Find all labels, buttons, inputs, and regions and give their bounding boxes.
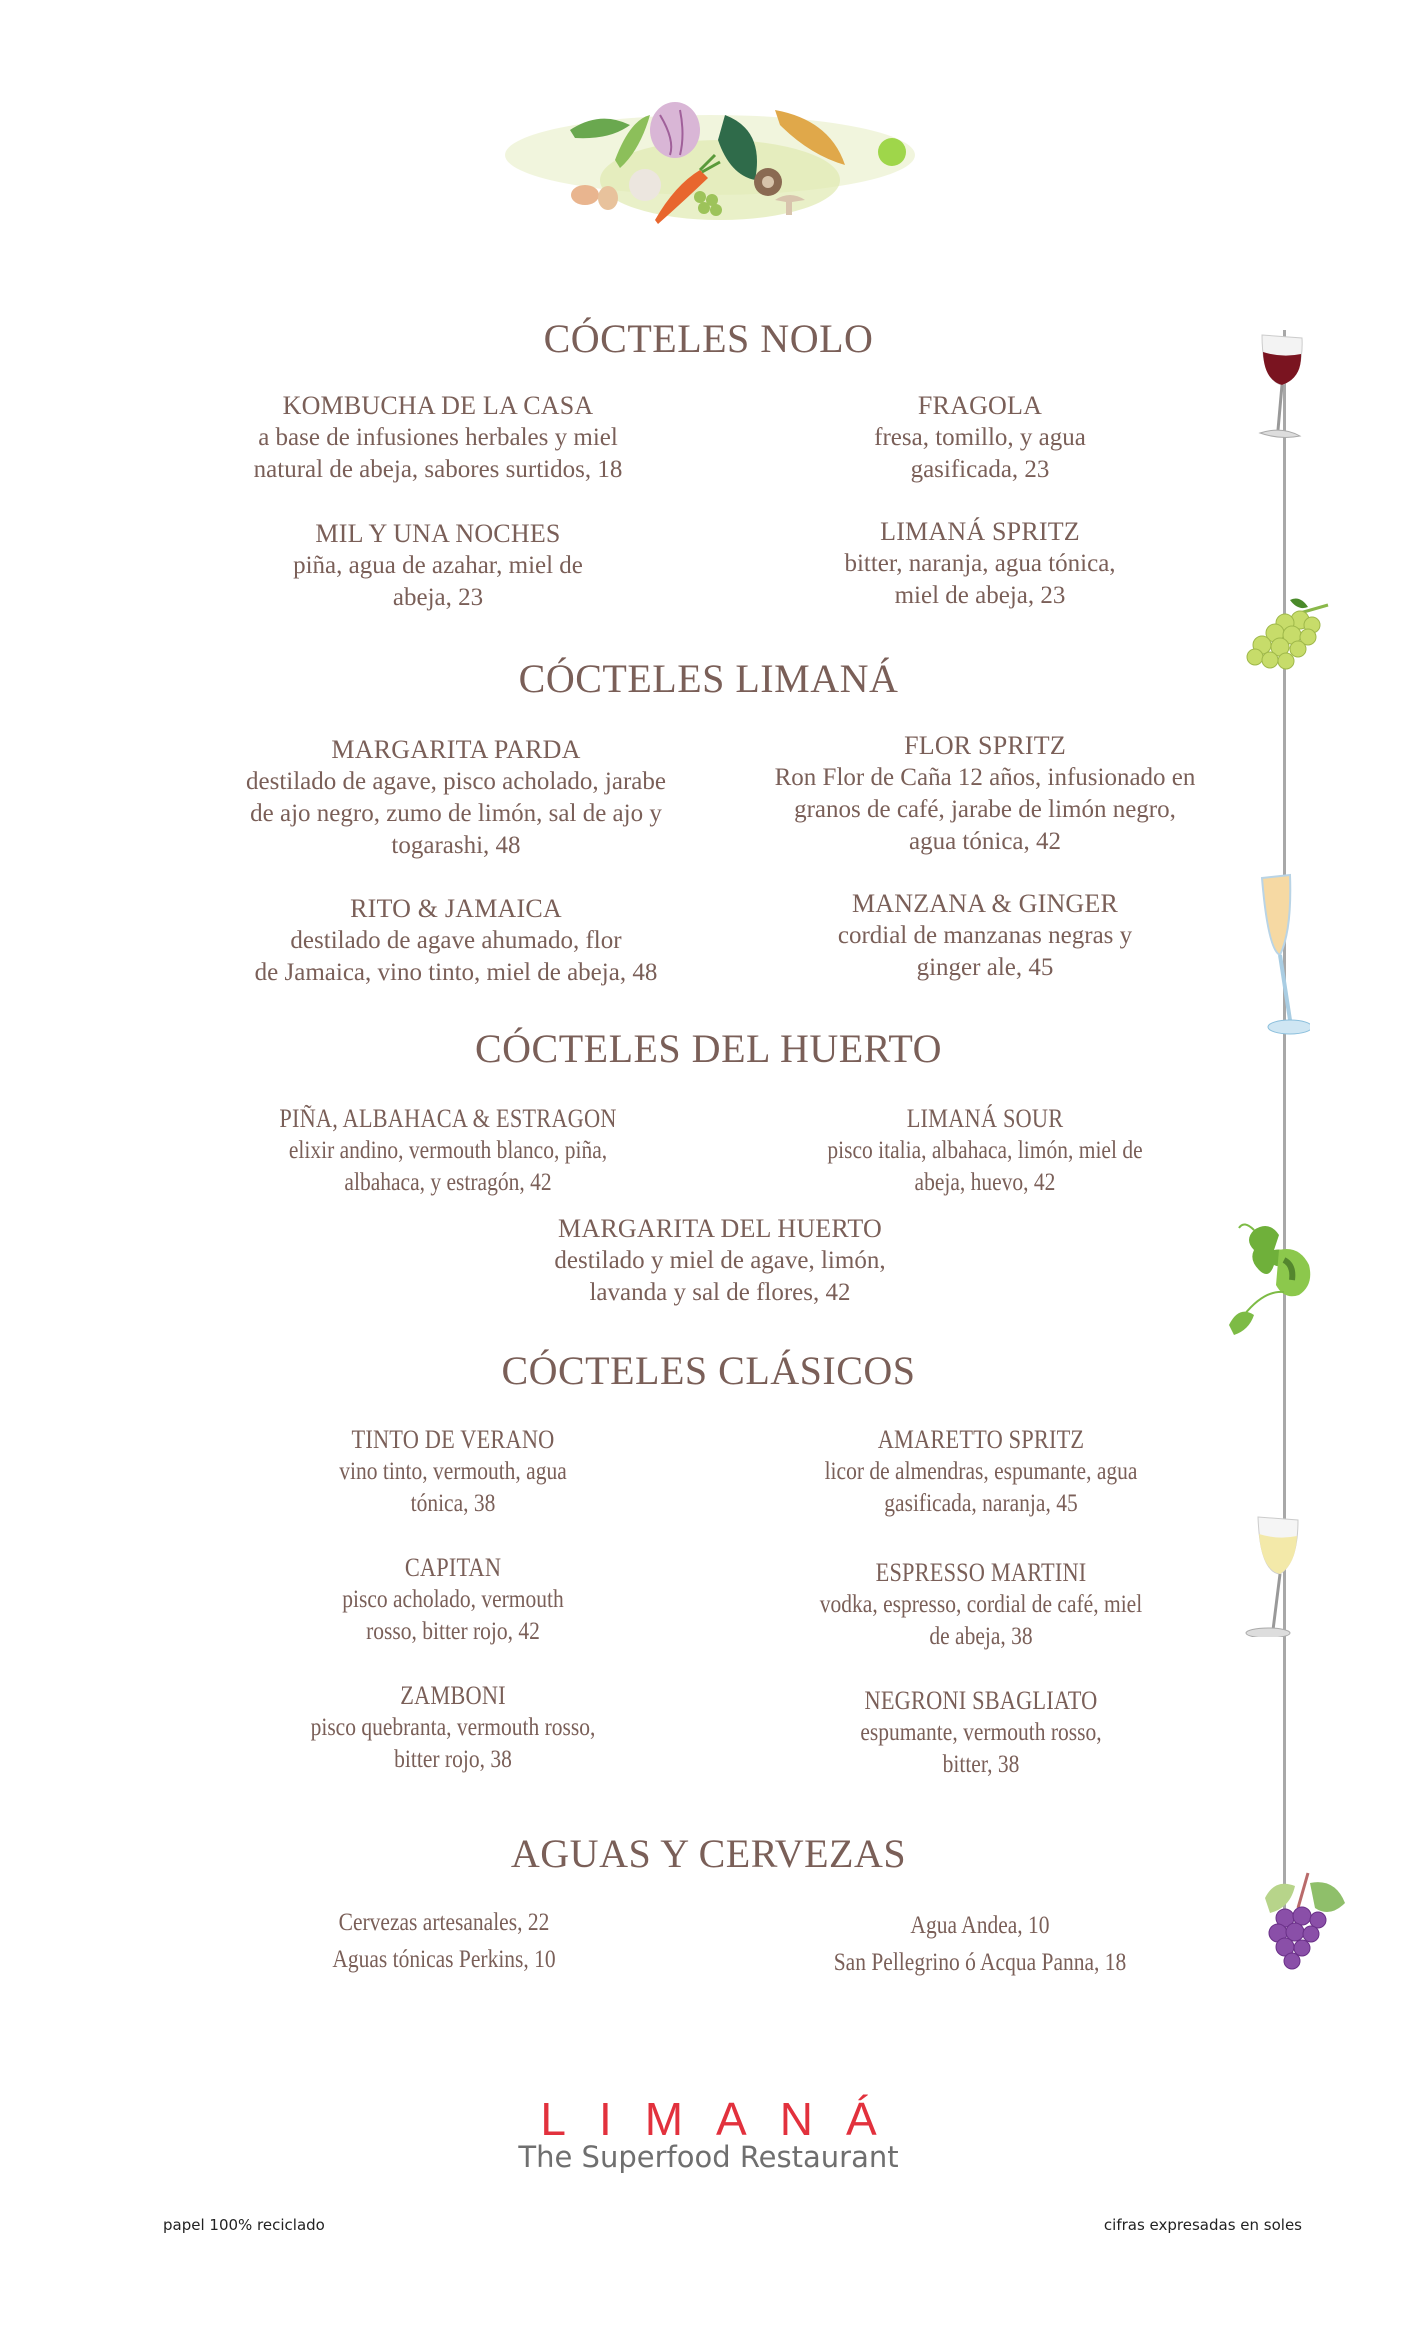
item-desc: agua tónica, 42 [908, 828, 1062, 855]
item-name: MANZANA & GINGER [851, 889, 1119, 918]
item-desc: granos de café, jarabe de limón negro, [794, 796, 1176, 823]
item-desc: piña, agua de azahar, miel de [293, 552, 583, 579]
item-name: ESPRESSO MARTINI [875, 1558, 1087, 1587]
decorative-vine-line [1283, 330, 1286, 1950]
grape-vine-leaves-icon [1224, 1220, 1334, 1345]
item-desc: gasificada, naranja, 45 [884, 1490, 1078, 1517]
item-desc: abeja, huevo, 42 [914, 1169, 1056, 1196]
item-desc: bitter, 38 [942, 1751, 1020, 1778]
item-desc: destilado de agave, pisco acholado, jarabe [246, 768, 666, 795]
footer-currency-note: cifras expresadas en soles [1103, 2216, 1302, 2234]
beverage-list-left [314, 1904, 574, 1978]
menu-item-espresso-martini [794, 1557, 1169, 1653]
menu-item-fragola [874, 390, 1086, 486]
white-wine-glass-icon [1240, 1512, 1300, 1642]
menu-item-limana-sour [802, 1103, 1169, 1199]
item-desc: Ron Flor de Caña 12 años, infusionado en [774, 764, 1196, 791]
item-name: MARGARITA DEL HUERTO [558, 1214, 882, 1243]
beverage-item: Cervezas artesanales, 22 [338, 1909, 550, 1936]
item-desc: a base de infusiones herbales y miel [258, 424, 618, 451]
section-title-cocteles-limana: CÓCTELES LIMANÁ [518, 656, 899, 701]
menu-item-kombucha [254, 390, 623, 486]
beverage-item: Agua Andea, 10 [910, 1912, 1050, 1939]
item-desc: de ajo negro, zumo de limón, sal de ajo y [250, 800, 662, 827]
item-desc: destilado y miel de agave, limón, [554, 1247, 886, 1274]
item-name: NEGRONI SBAGLIATO [864, 1686, 1098, 1715]
item-desc: bitter, naranja, agua tónica, [844, 550, 1116, 577]
item-desc: miel de abeja, 23 [894, 582, 1066, 609]
menu-item-tinto-de-verano [321, 1424, 586, 1520]
item-desc: de Jamaica, vino tinto, miel de abeja, 48 [254, 959, 658, 986]
menu-item-limana-spritz [844, 516, 1115, 612]
item-desc: tónica, 38 [410, 1490, 496, 1517]
menu-item-mil-y-una-noches [293, 518, 583, 614]
beverage-list-right [810, 1907, 1150, 1981]
item-desc: de abeja, 38 [929, 1623, 1033, 1650]
menu-item-margarita-parda [246, 734, 666, 862]
item-desc: cordial de manzanas negras y [837, 922, 1133, 949]
item-name: MARGARITA PARDA [331, 735, 581, 764]
item-name: AMARETTO SPRITZ [877, 1425, 1085, 1454]
item-desc: pisco italia, albahaca, limón, miel de [827, 1137, 1143, 1164]
section-title-aguas-y-cervezas: AGUAS Y CERVEZAS [510, 1831, 907, 1876]
item-desc: togarashi, 48 [391, 832, 521, 859]
menu-item-margarita-del-huerto [554, 1213, 885, 1309]
section-title-cocteles-nolo: CÓCTELES NOLO [543, 316, 874, 361]
brand-logo: LIMANÁ [540, 2093, 910, 2145]
item-desc: vino tinto, vermouth, agua [339, 1458, 567, 1485]
menu-item-manzana-ginger [838, 888, 1132, 984]
footer-recycled-note: papel 100% reciclado [163, 2216, 325, 2234]
vegetables-watercolor-banner [490, 100, 930, 235]
item-name: TINTO DE VERANO [351, 1425, 555, 1454]
item-name: LIMANÁ SOUR [906, 1104, 1064, 1133]
section-title-cocteles-del-huerto: CÓCTELES DEL HUERTO [474, 1026, 943, 1071]
menu-item-zamboni [287, 1680, 618, 1776]
item-desc: lavanda y sal de flores, 42 [589, 1279, 851, 1306]
item-desc: pisco acholado, vermouth [342, 1586, 564, 1613]
item-name: LIMANÁ SPRITZ [880, 517, 1080, 546]
menu-item-flor-spritz [775, 730, 1196, 858]
item-desc: destilado de agave ahumado, flor [290, 927, 622, 954]
beverage-item: San Pellegrino ó Acqua Panna, 18 [833, 1949, 1127, 1976]
item-desc: natural de abeja, sabores surtidos, 18 [253, 456, 623, 483]
item-desc: albahaca, y estragón, 42 [344, 1169, 552, 1196]
item-desc: espumante, vermouth rosso, [860, 1719, 1102, 1746]
item-name: MIL Y UNA NOCHES [315, 519, 561, 548]
item-name: ZAMBONI [400, 1681, 506, 1710]
item-desc: bitter rojo, 38 [394, 1746, 512, 1773]
menu-item-pina-albahaca-estragon [252, 1103, 644, 1199]
item-name: CAPITAN [404, 1553, 502, 1582]
item-desc: licor de almendras, espumante, agua [824, 1458, 1138, 1485]
menu-item-amaretto-spritz [799, 1424, 1163, 1520]
brand-tagline: The Superfood Restaurant [518, 2140, 899, 2174]
item-name: FLOR SPRITZ [904, 731, 1066, 760]
item-name: FRAGOLA [917, 391, 1043, 420]
item-name: KOMBUCHA DE LA CASA [282, 391, 594, 420]
item-name: RITO & JAMAICA [350, 894, 562, 923]
item-desc: abeja, 23 [392, 584, 484, 611]
menu-item-negroni-sbagliato [841, 1685, 1122, 1781]
item-desc: elixir andino, vermouth blanco, piña, [288, 1137, 608, 1164]
item-desc: pisco quebranta, vermouth rosso, [310, 1714, 596, 1741]
item-name: PIÑA, ALBAHACA & ESTRAGON [279, 1104, 617, 1133]
menu-item-rito-jamaica [255, 893, 658, 989]
item-desc: ginger ale, 45 [916, 954, 1054, 981]
beverage-item: Aguas tónicas Perkins, 10 [332, 1946, 556, 1973]
item-desc: gasificada, 23 [910, 456, 1050, 483]
menu-item-capitan [324, 1552, 582, 1648]
item-desc: vodka, espresso, cordial de café, miel [819, 1591, 1143, 1618]
purple-grapes-icon [1250, 1868, 1350, 1983]
section-title-cocteles-clasicos: CÓCTELES CLÁSICOS [501, 1348, 916, 1393]
item-desc: fresa, tomillo, y agua [874, 424, 1086, 451]
item-desc: rosso, bitter rojo, 42 [366, 1618, 540, 1645]
champagne-flute-icon [1250, 870, 1310, 1045]
